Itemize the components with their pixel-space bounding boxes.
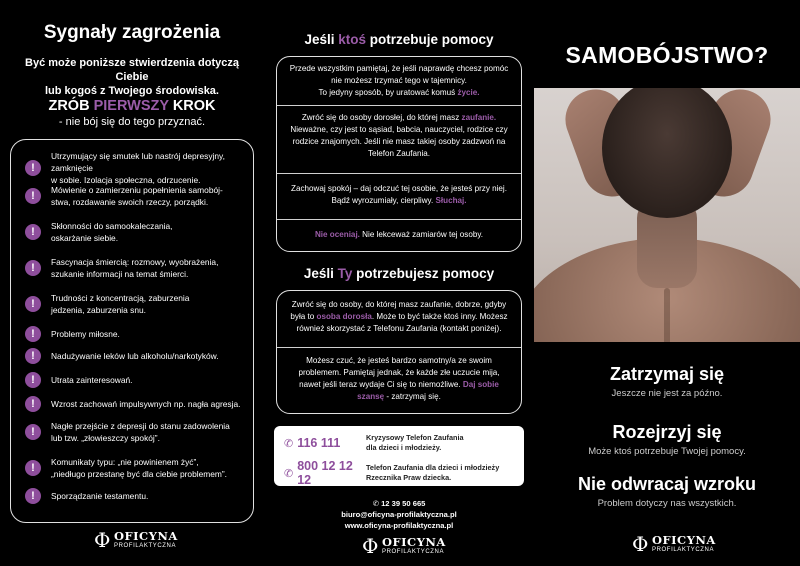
- warning-sign-text: Skłonności do samookaleczania, oskarżanie siebie.: [51, 221, 173, 243]
- trusted-adult-text: Zwróć się do osoby dorosłej, do której masz zaufanie. Nieważne, czy jest to sąsiad, babcia, nauczyciel, rodzice czy rodzice znajomych. Jeśli nie masz takiej osoby zadzwoń na Telefon Zaufania.: [290, 113, 508, 158]
- exclamation-icon: !: [25, 224, 41, 240]
- divider: [277, 105, 521, 106]
- exclamation-icon: !: [25, 396, 41, 412]
- keep-no-secret-text: Przede wszystkim pamiętaj, że jeśli naprawdę chcesz pomóc nie możesz trzymać tego w tajemnicy. To jedyny sposób, by uratować komuś życie.: [289, 64, 509, 97]
- warning-sign-text: Trudności z koncentracją, zaburzenia jedzenia, zaburzenia snu.: [51, 293, 190, 315]
- talk-to-someone-text: Zwróć się do osoby, do której masz zaufanie, dobrze, gdyby była to osoba dorosła. Może to być także ktoś inny. Możesz również skorzystać z Telefonu Zaufania (kontakt poniżej).: [290, 300, 508, 333]
- do-not-judge-text: Nie oceniaj. Nie lekceważ zamiarów tej osoby.: [314, 230, 484, 239]
- warning-sign-item: [25, 488, 251, 504]
- warning-sign-item: [25, 220, 251, 244]
- warning-sign-item: [25, 348, 251, 364]
- look-around-heading: Rozejrzyj się: [612, 422, 722, 442]
- feelings-pass-text: Możesz czuć, że jesteś bardzo samotny/a ze swoim problemem. Pamiętaj jednak, że każde złe uczucie mija, nawet jeśli teraz wydaje Ci się to niemożliwe. Daj sobie szansę - zatrzymaj się.: [298, 356, 500, 401]
- exclamation-icon: !: [25, 372, 41, 388]
- publisher-logo: Φ OFICYNA PROFILAKTYCZNA: [362, 534, 446, 558]
- exclamation-icon: !: [25, 326, 41, 342]
- divider: [277, 173, 521, 174]
- warning-sign-text: Problemy miłosne.: [51, 329, 120, 339]
- you-need-help-box: [276, 290, 522, 414]
- logo-mark-icon: Φ: [94, 528, 111, 552]
- first-step-subtitle: - nie bój się do tego przyznać.: [58, 116, 206, 128]
- warning-sign-text: Nadużywanie leków lub alkoholu/narkotyków.: [51, 351, 219, 361]
- stay-calm-text: Zachowaj spokój – daj odczuć tej osobie, że jesteś przy niej. Bądź wyrozumiały, cierpliwy. Słuchaj.: [291, 184, 507, 205]
- exclamation-icon: !: [25, 488, 41, 504]
- warning-sign-item: [25, 420, 251, 444]
- warning-signs-panel: [0, 0, 264, 566]
- warning-sign-item: [25, 372, 251, 388]
- warning-sign-item: [25, 150, 251, 186]
- exclamation-icon: !: [25, 460, 41, 476]
- warning-sign-text: Komunikaty typu: „nie powinienem żyć”, „niedługo przestanę być dla ciebie problemem”.: [51, 457, 227, 479]
- publisher-contact: [266, 498, 532, 531]
- someone-needs-help-heading: Jeśli ktoś potrzebuje pomocy: [304, 32, 494, 47]
- divider: [277, 347, 521, 348]
- dont-look-away-heading: Nie odwracaj wzroku: [577, 474, 757, 494]
- warning-signs-intro: Być może poniższe stwierdzenia dotyczą Ciebie lub kogoś z Twojego środowiska.: [25, 57, 239, 97]
- website-link[interactable]: www.oficyna-profilaktyczna.pl: [344, 521, 454, 530]
- logo-mark-icon: Φ: [632, 532, 649, 556]
- cover-panel: [534, 0, 800, 566]
- warning-sign-text: Mówienie o zamierzeniu popełnienia samobój- stwa, rozdawanie swoich rzeczy, porządki.: [51, 185, 223, 207]
- warning-sign-item: [25, 456, 251, 480]
- warning-sign-text: Utrzymujący się smutek lub nastrój depresyjny, zamknięcie w sobie. Izolacja społeczna, odrzucenie.: [51, 151, 225, 185]
- exclamation-icon: !: [25, 188, 41, 204]
- office-phone[interactable]: ✆ 12 39 50 665: [372, 499, 426, 508]
- distressed-person-photo: [534, 88, 800, 342]
- helpline-116111[interactable]: ✆ 116 111 Kryzysowy Telefon Zaufania dla dzieci i młodzieży.: [284, 433, 464, 452]
- warning-sign-item: [25, 256, 251, 280]
- helpline-card: [274, 426, 524, 486]
- warning-sign-text: Nagłe przejście z depresji do stanu zadowolenia lub tzw. „złowieszczy spokój”.: [51, 421, 230, 443]
- look-around-subtitle: Może ktoś potrzebuje Twojej pomocy.: [588, 446, 746, 457]
- publisher-logo: Φ OFICYNA PROFILAKTYCZNA: [632, 532, 716, 556]
- warning-signs-title: Sygnały zagrożenia: [43, 22, 221, 43]
- someone-needs-help-box: [276, 56, 522, 252]
- helpline-800121212[interactable]: ✆ 800 12 12 12 Telefon Zaufania dla dzieci i młodzieży Rzecznika Praw dziecka.: [284, 459, 500, 487]
- you-need-help-heading: Jeśli Ty potrzebujesz pomocy: [303, 266, 495, 281]
- warning-sign-text: Sporządzanie testamentu.: [51, 491, 149, 501]
- exclamation-icon: !: [25, 260, 41, 276]
- warning-sign-item: [25, 292, 251, 316]
- phone-icon: ✆: [284, 467, 294, 480]
- stop-heading: Zatrzymaj się: [609, 364, 725, 384]
- warning-sign-text: Fascynacja śmiercią: rozmowy, wyobrażenia, szukanie informacji na temat śmierci.: [51, 257, 219, 279]
- exclamation-icon: !: [25, 348, 41, 364]
- first-step-heading: ZRÓB PIERWSZY KROK: [48, 98, 216, 114]
- stop-subtitle: Jeszcze nie jest za późno.: [611, 388, 723, 399]
- warning-sign-item: [25, 396, 251, 412]
- warning-sign-item: [25, 326, 251, 342]
- exclamation-icon: !: [25, 296, 41, 312]
- cover-title: SAMOBÓJSTWO?: [565, 42, 769, 68]
- exclamation-icon: !: [25, 160, 41, 176]
- warning-signs-list: [10, 139, 254, 523]
- warning-sign-text: Wzrost zachowań impulsywnych np. nagła agresja.: [51, 399, 241, 409]
- email-link[interactable]: biuro@oficyna-profilaktyczna.pl: [341, 510, 457, 519]
- publisher-logo: Φ OFICYNA PROFILAKTYCZNA: [94, 528, 178, 552]
- divider: [277, 219, 521, 220]
- logo-mark-icon: Φ: [362, 534, 379, 558]
- phone-icon: ✆: [372, 499, 382, 508]
- dont-look-away-subtitle: Problem dotyczy nas wszystkich.: [597, 498, 737, 509]
- phone-icon: ✆: [284, 437, 294, 450]
- warning-sign-text: Utrata zainteresowań.: [51, 375, 133, 385]
- help-panel: [266, 0, 532, 566]
- warning-sign-item: [25, 184, 251, 208]
- exclamation-icon: !: [25, 424, 41, 440]
